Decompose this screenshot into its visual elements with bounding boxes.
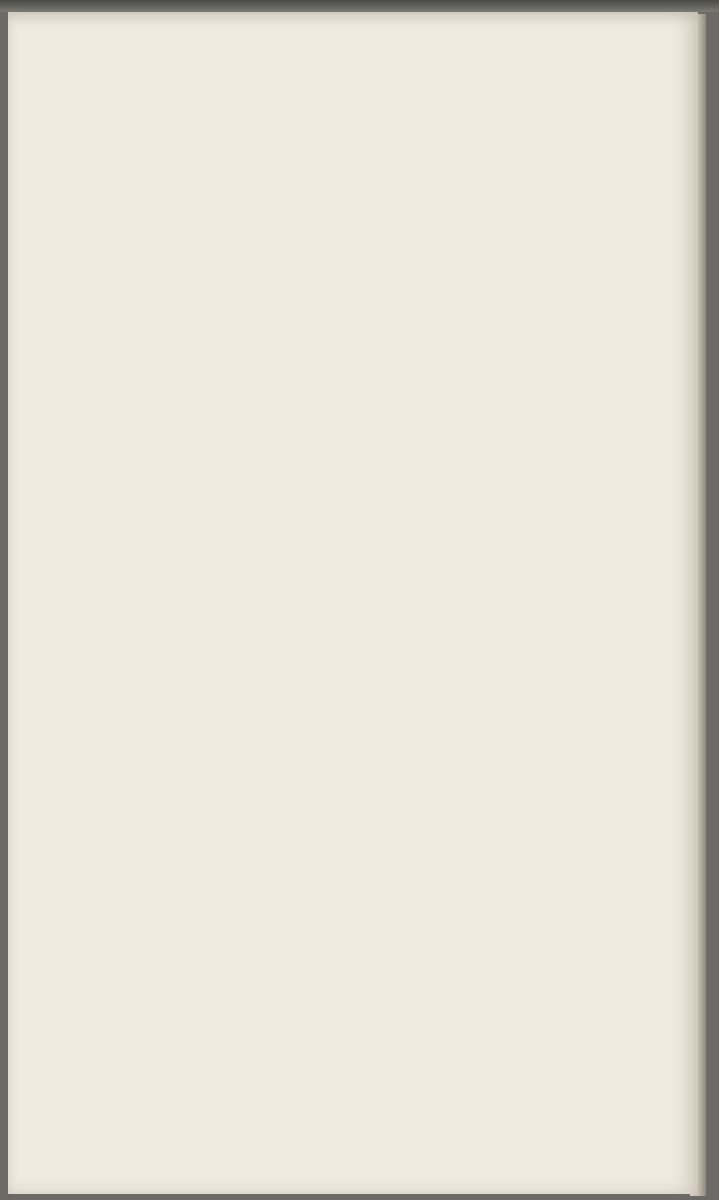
text-line [78, 266, 485, 293]
text-line [78, 750, 485, 777]
page-text [78, 185, 485, 998]
text-line [78, 481, 485, 508]
text-line [78, 346, 485, 373]
text-line [78, 971, 485, 998]
text-line [78, 944, 485, 971]
text-line [78, 508, 485, 535]
text-line [78, 212, 485, 239]
text-line [78, 427, 485, 454]
text-line [78, 830, 485, 857]
text-line [78, 588, 485, 615]
text-line [78, 561, 485, 588]
text-line [78, 239, 485, 266]
text-line [78, 319, 485, 346]
text-line [78, 642, 485, 669]
text-line [78, 400, 485, 427]
text-line [78, 890, 485, 917]
text-line [78, 863, 485, 890]
text-line [78, 723, 485, 750]
scanner-edge [0, 0, 719, 12]
text-line [78, 373, 485, 400]
text-line [78, 777, 485, 804]
text-line [78, 293, 485, 320]
text-line [78, 615, 485, 642]
text-line [78, 185, 485, 212]
text-line [78, 917, 485, 944]
text-line [78, 454, 485, 481]
text-line [78, 803, 485, 830]
text-line [78, 669, 485, 696]
text-line [78, 696, 485, 723]
text-line [78, 535, 485, 562]
